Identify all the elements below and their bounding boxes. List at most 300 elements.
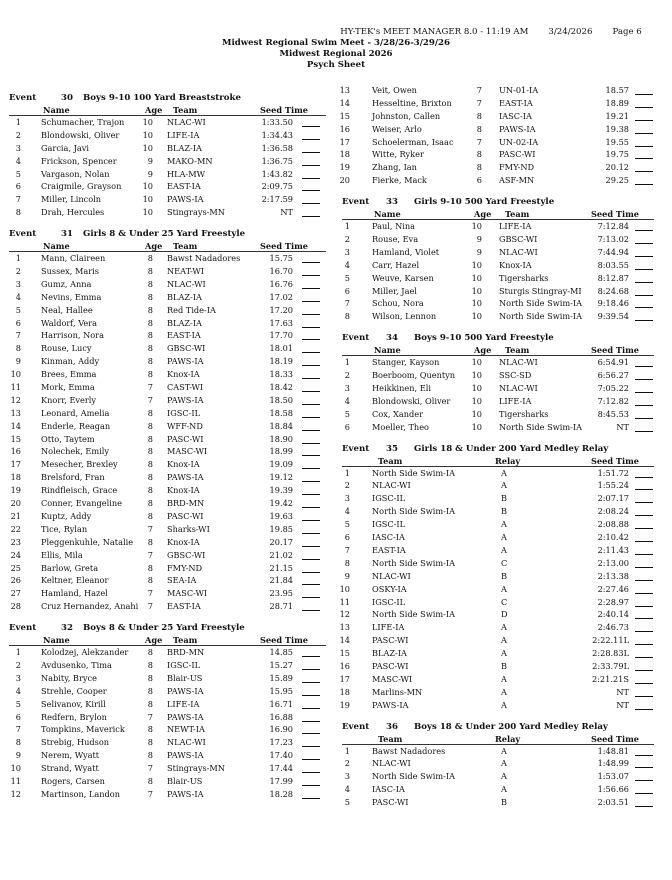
swimmer-age: 8: [147, 446, 153, 457]
place-number: 1: [344, 467, 350, 478]
swimmer-team: ASF-MN: [499, 175, 535, 186]
seed-time: 17.20: [269, 304, 293, 315]
place-number: 13: [339, 85, 350, 95]
place-number: 12: [10, 394, 21, 405]
place-number: 1: [344, 745, 350, 756]
swimmer-entry-row: [339, 161, 654, 174]
swimmer-age: 7: [476, 136, 482, 147]
relay-letter: B: [501, 797, 508, 808]
place-number: 6: [344, 421, 350, 432]
event-number: 30: [61, 93, 73, 103]
swimmer-entry-row: [9, 180, 326, 193]
swimmer-name: Craigmile, Grayson: [41, 181, 122, 192]
relay-entry-row: [339, 673, 654, 686]
final-time-blank: [635, 793, 653, 794]
swimmer-team: BRD-MN: [167, 498, 205, 509]
swimmer-age: 7: [147, 523, 153, 534]
swimmer-name: Sussex, Maris: [41, 266, 99, 277]
final-time-blank: [302, 520, 320, 521]
final-time-blank: [302, 584, 320, 585]
relay-team-name: North Side Swim-IA: [372, 609, 456, 620]
relay-letter: A: [501, 784, 507, 795]
swimmer-age: 7: [147, 788, 153, 799]
swimmer-entry-row: [9, 646, 326, 659]
swimmer-age: 10: [471, 221, 482, 232]
relay-letter: B: [501, 570, 508, 581]
place-number: 8: [15, 737, 21, 748]
swimmer-age: 10: [471, 370, 482, 381]
seed-time: 18.58: [269, 407, 293, 418]
swimmer-age: 8: [147, 459, 153, 470]
seed-time: 6:56.27: [597, 370, 629, 381]
relay-team-name: PASC-WI: [372, 660, 409, 671]
seed-time: 2:08.88: [597, 519, 629, 530]
event-label: Event: [342, 721, 370, 732]
event-spacer: [342, 323, 654, 333]
swimmer-entry-row: [9, 523, 326, 536]
swimmer-name: Selivanov, Kirill: [41, 698, 106, 709]
event-label: Event: [342, 333, 370, 344]
final-time-blank: [635, 477, 653, 478]
final-time-blank: [302, 178, 320, 179]
seed-time: 18.01: [269, 343, 293, 354]
swimmer-name: Rindfleisch, Grace: [41, 485, 118, 496]
place-number: 16: [10, 446, 21, 457]
relay-letter: C: [501, 557, 508, 568]
swimmer-age: 8: [476, 110, 482, 121]
place-number: 7: [15, 724, 21, 735]
place-number: 4: [344, 259, 350, 270]
swimmer-name: Hesseltine, Brixton: [372, 97, 452, 108]
seed-time: 17.02: [269, 291, 293, 302]
event-spacer: [9, 219, 326, 229]
place-number: 5: [344, 797, 350, 808]
swimmer-age: 8: [147, 510, 153, 521]
swimmer-name: Barlow, Greta: [41, 562, 99, 573]
relay-team-name: Marlins-MN: [372, 686, 423, 697]
right-column: [339, 84, 654, 809]
swimmer-entry-row: [9, 142, 326, 155]
event-title: Boys 8 & Under 25 Yard Freestyle: [83, 623, 245, 634]
relay-letter: A: [501, 583, 507, 594]
swimmer-team: HLA-MW: [167, 168, 206, 179]
seed-time: 9:39.54: [597, 311, 629, 322]
swimmer-name: Waldorf, Vera: [41, 317, 98, 328]
relay-team-name: EAST-IA: [372, 544, 406, 555]
swimmer-age: 10: [471, 298, 482, 309]
swimmer-entry-row: [342, 285, 654, 298]
swimmer-name: Avdusenko, Tima: [41, 659, 112, 670]
seed-time-column-header: Seed Time: [260, 635, 308, 646]
swimmer-entry-row: [9, 510, 326, 523]
swimmer-age: 7: [476, 97, 482, 108]
name-column-header: Name: [43, 635, 70, 646]
swimmer-name: Nerem, Wyatt: [41, 750, 100, 761]
swimmer-name: Leonard, Amelia: [41, 407, 110, 418]
place-number: 10: [10, 369, 21, 380]
swimmer-name: Stanger, Kayson: [372, 357, 440, 368]
seed-time: 19.09: [269, 459, 293, 470]
final-time-blank: [302, 216, 320, 217]
swimmer-entry-row: [9, 587, 326, 600]
swimmer-entry-row: [339, 136, 654, 149]
swimmer-age: 8: [147, 659, 153, 670]
swimmer-age: 8: [147, 369, 153, 380]
place-number: 1: [15, 647, 21, 658]
swimmer-age: 8: [147, 485, 153, 496]
swimmer-team: Blair-US: [167, 672, 203, 683]
seed-time: NT: [616, 699, 629, 710]
column-headers: [9, 635, 326, 646]
swimmer-team: PAWS-IA: [499, 123, 536, 134]
swimmer-team: Knox-IA: [167, 459, 200, 470]
seed-time: 15.27: [269, 659, 293, 670]
swimmer-entry-row: [9, 155, 326, 168]
seed-time: 2:46.73: [597, 622, 629, 633]
swimmer-team: EAST-IA: [167, 601, 201, 612]
relay-entry-row: [342, 518, 654, 531]
relay-letter: A: [501, 745, 507, 756]
place-number: 7: [15, 194, 21, 205]
swimmer-team: CAST-WI: [167, 382, 204, 393]
swimmer-team: PAWS-IA: [167, 472, 204, 483]
final-time-blank: [635, 554, 653, 555]
swimmer-age: 8: [147, 407, 153, 418]
report-date: 3/24/2026: [548, 27, 593, 37]
psych-sheet-title: Psych Sheet: [306, 60, 366, 70]
final-time-blank: [302, 559, 320, 560]
swimmer-name: Redfern, Brylon: [41, 711, 107, 722]
seed-time: 18.50: [269, 394, 293, 405]
relay-team-name: PASC-WI: [372, 635, 409, 646]
relay-letter: A: [501, 758, 507, 769]
relay-entry-row: [342, 570, 654, 583]
place-number: 6: [15, 181, 21, 192]
place-number: 5: [15, 304, 21, 315]
place-number: 19: [339, 699, 350, 710]
swimmer-age: 10: [471, 395, 482, 406]
place-number: 3: [344, 246, 350, 257]
place-number: 6: [344, 285, 350, 296]
event-label: Event: [342, 197, 370, 208]
swimmer-name: Weiser, Arlo: [372, 123, 422, 134]
swimmer-age: 8: [147, 266, 153, 277]
seed-time: 14.85: [269, 647, 293, 658]
swimmer-name: Gumz, Anna: [41, 278, 92, 289]
report-header-line1: [0, 27, 672, 37]
swimmer-age: 8: [147, 291, 153, 302]
swimmer-age: 9: [476, 246, 482, 257]
swimmer-entry-row: [9, 659, 326, 672]
place-number: 5: [344, 408, 350, 419]
relay-team-name: NLAC-WI: [372, 570, 411, 581]
swimmer-team: Stingrays-MN: [167, 207, 225, 218]
seed-time: 15.89: [269, 672, 293, 683]
swimmer-entry-row: [9, 471, 326, 484]
swimmer-entry-row: [9, 329, 326, 342]
relay-entry-row: [342, 544, 654, 557]
swimmer-team: IGSC-IL: [167, 407, 201, 418]
final-time-blank: [635, 767, 653, 768]
place-number: 4: [15, 155, 21, 166]
swimmer-name: Ellis, Mila: [41, 549, 83, 560]
relay-letter: B: [501, 506, 508, 517]
place-number: 4: [344, 395, 350, 406]
event-header: [9, 623, 326, 635]
swimmer-entry-row: [9, 394, 326, 407]
final-time-blank: [302, 597, 320, 598]
place-number: 3: [15, 672, 21, 683]
swimmer-team: NLAC-WI: [167, 278, 206, 289]
relay-letter: A: [501, 467, 507, 478]
relay-letter: A: [501, 699, 507, 710]
event-title: Girls 8 & Under 25 Yard Freestyle: [83, 229, 246, 240]
swimmer-entry-row: [342, 220, 654, 233]
place-number: 18: [339, 149, 350, 160]
final-time-blank: [302, 733, 320, 734]
place-number: 18: [339, 686, 350, 697]
event-header: [9, 229, 326, 241]
swimmer-team: Stingrays-MN: [167, 763, 225, 774]
relay-entry-row: [339, 647, 654, 660]
place-number: 3: [344, 771, 350, 782]
final-time-blank: [302, 443, 320, 444]
final-time-blank: [635, 282, 653, 283]
swimmer-entry-row: [342, 382, 654, 395]
seed-time: 2:22.11L: [592, 635, 629, 646]
swimmer-entry-row: [9, 168, 326, 181]
swimmer-entry-row: [9, 193, 326, 206]
team-column-header: Team: [173, 635, 198, 646]
swimmer-entry-row: [342, 233, 654, 246]
relay-entry-row: [342, 492, 654, 505]
seed-time: 19.39: [269, 485, 293, 496]
team-column-header: Team: [505, 345, 530, 356]
swimmer-name: Schou, Nora: [372, 298, 424, 309]
final-time-blank: [635, 806, 653, 807]
swimmer-team: Bawst Nadadores: [167, 253, 241, 264]
swimmer-entry-row: [339, 148, 654, 161]
place-number: 8: [15, 343, 21, 354]
swimmer-name: Schoelerman, Isaac: [372, 136, 454, 147]
seed-time: 8:45.53: [597, 408, 629, 419]
seed-time: 2:03.51: [597, 797, 629, 808]
relay-column-header: Relay: [495, 455, 521, 466]
final-time-blank: [302, 610, 320, 611]
swimmer-age: 10: [142, 181, 153, 192]
swimmer-name: Veit, Owen: [372, 85, 417, 95]
relay-entry-row: [342, 467, 654, 480]
swimmer-team: NEAT-WI: [167, 266, 204, 277]
final-time-blank: [635, 755, 653, 756]
seed-time: 2:28.83L: [592, 648, 629, 659]
swimmer-entry-row: [342, 356, 654, 369]
relay-team-name: OSKY-IA: [372, 583, 407, 594]
swimmer-team: PAWS-IA: [167, 194, 204, 205]
final-time-blank: [302, 455, 320, 456]
final-time-blank: [302, 669, 320, 670]
place-number: 18: [10, 472, 21, 483]
swimmer-age: 8: [147, 562, 153, 573]
relay-team-name: IASC-IA: [372, 784, 405, 795]
relay-letter: D: [501, 609, 508, 620]
final-time-blank: [302, 262, 320, 263]
swimmer-age: 10: [471, 408, 482, 419]
final-time-blank: [302, 190, 320, 191]
seed-time: 6:54.91: [597, 357, 629, 368]
swimmer-name: Brelsford, Fran: [41, 472, 105, 483]
final-time-blank: [302, 533, 320, 534]
seed-time: 21.15: [269, 562, 293, 573]
swimmer-entry-row: [9, 698, 326, 711]
place-number: 20: [10, 498, 21, 509]
swimmer-age: 10: [471, 383, 482, 394]
seed-time: 2:21.21S: [591, 673, 629, 684]
place-number: 5: [15, 698, 21, 709]
event-header: [342, 333, 654, 345]
final-time-blank: [302, 507, 320, 508]
swimmer-age: 7: [147, 601, 153, 612]
relay-team-name: North Side Swim-IA: [372, 467, 456, 478]
place-number: 20: [339, 175, 350, 186]
swimmer-age: 8: [476, 149, 482, 160]
page-number: Page 6: [612, 27, 642, 37]
relay-team-name: IASC-IA: [372, 532, 405, 543]
seed-time: 1:34.43: [261, 129, 293, 140]
place-number: 10: [339, 583, 350, 594]
final-time-blank: [302, 365, 320, 366]
final-time-blank: [635, 307, 653, 308]
swimmer-name: Drah, Hercules: [41, 207, 105, 218]
swimmer-age: 10: [142, 129, 153, 140]
place-number: 3: [15, 142, 21, 153]
place-number: 1: [15, 117, 21, 127]
swimmer-age: 8: [147, 498, 153, 509]
swimmer-entry-row: [9, 497, 326, 510]
seed-time: 19.12: [269, 472, 293, 483]
swimmer-name: Boerboom, Quentyn: [372, 370, 456, 381]
swimmer-name: Nolechek, Emily: [41, 446, 110, 457]
swimmer-age: 8: [147, 536, 153, 547]
final-time-blank: [302, 546, 320, 547]
place-number: 4: [15, 291, 21, 302]
seed-time: 1:51.72: [597, 467, 629, 478]
swimmer-age: 8: [147, 420, 153, 431]
swimmer-name: Witte, Ryker: [372, 149, 424, 160]
place-number: 28: [10, 601, 21, 612]
swimmer-team: PAWS-IA: [167, 788, 204, 799]
swimmer-team: PASC-WI: [167, 433, 204, 444]
seed-time: 1:36.75: [261, 155, 293, 166]
relay-team-name: IGSC-IL: [372, 596, 406, 607]
final-time-blank: [635, 120, 653, 121]
seed-time: 29.25: [605, 175, 629, 186]
final-time-blank: [635, 515, 653, 516]
swimmer-team: Knox-IA: [167, 536, 200, 547]
swimmer-age: 10: [471, 311, 482, 322]
team-column-header: Team: [378, 455, 403, 466]
seed-time: 7:12.84: [597, 221, 629, 232]
swimmer-entry-row: [9, 723, 326, 736]
age-column-header: Age: [145, 635, 163, 646]
seed-time: 19.75: [605, 149, 629, 160]
swimmer-age: 9: [147, 168, 153, 179]
place-number: 13: [339, 622, 350, 633]
seed-time: 7:05.22: [597, 383, 629, 394]
final-time-blank: [635, 541, 653, 542]
place-number: 10: [10, 763, 21, 774]
swimmer-team: WFF-ND: [167, 420, 203, 431]
relay-team-name: NLAC-WI: [372, 480, 411, 491]
final-time-blank: [635, 618, 653, 619]
final-time-blank: [302, 746, 320, 747]
relay-letter: C: [501, 596, 508, 607]
relay-entry-row: [342, 557, 654, 570]
event-number: 34: [386, 333, 398, 344]
swimmer-name: Johnston, Callen: [372, 110, 441, 121]
relay-entry-row: [342, 796, 654, 809]
swimmer-name: Heikkinen, Eli: [372, 383, 431, 394]
place-number: 15: [10, 433, 21, 444]
final-time-blank: [635, 528, 653, 529]
swimmer-age: 10: [142, 142, 153, 153]
swimmer-team: PASC-WI: [167, 510, 204, 521]
final-time-blank: [635, 107, 653, 108]
swimmer-name: Cox, Xander: [372, 408, 423, 419]
seed-time: 15.75: [269, 253, 293, 264]
seed-time: 18.19: [269, 356, 293, 367]
final-time-blank: [302, 494, 320, 495]
place-number: 4: [344, 784, 350, 795]
relay-entry-row: [339, 686, 654, 699]
swimmer-entry-row: [339, 174, 654, 187]
final-time-blank: [635, 256, 653, 257]
swimmer-entry-row: [9, 381, 326, 394]
swimmer-entry-row: [342, 395, 654, 408]
seed-time: 2:09.75: [261, 181, 293, 192]
age-column-header: Age: [474, 345, 492, 356]
swimmer-team: NLAC-WI: [499, 357, 538, 368]
event-title: Boys 9-10 100 Yard Breaststroke: [83, 93, 241, 103]
seed-time-column-header: Seed Time: [591, 345, 639, 356]
place-number: 16: [339, 123, 350, 134]
relay-letter: B: [501, 493, 508, 504]
event-header: [342, 444, 654, 456]
name-column-header: Name: [374, 345, 401, 356]
swimmer-team: BLAZ-IA: [167, 142, 202, 153]
swimmer-entry-row: [342, 272, 654, 285]
swimmer-age: 8: [147, 433, 153, 444]
swimmer-age: 10: [471, 259, 482, 270]
place-number: 5: [344, 519, 350, 530]
event-title: Girls 9-10 500 Yard Freestyle: [414, 197, 555, 208]
swimmer-entry-row: [342, 259, 654, 272]
final-time-blank: [302, 772, 320, 773]
seed-time: 17.44: [269, 763, 293, 774]
swimmer-team: PAWS-IA: [167, 394, 204, 405]
column-headers: [9, 241, 326, 252]
place-number: 21: [10, 510, 21, 521]
swimmer-name: Strebig, Hudson: [41, 737, 110, 748]
place-number: 6: [15, 317, 21, 328]
relay-team-name: North Side Swim-IA: [372, 771, 456, 782]
relay-team-name: BLAZ-IA: [372, 648, 407, 659]
swimmer-entry-row: [339, 110, 654, 123]
swimmer-team: Tigersharks: [499, 272, 549, 283]
place-number: 11: [10, 775, 21, 786]
swimmer-name: Carr, Hazel: [372, 259, 420, 270]
seed-time: 17.63: [269, 317, 293, 328]
